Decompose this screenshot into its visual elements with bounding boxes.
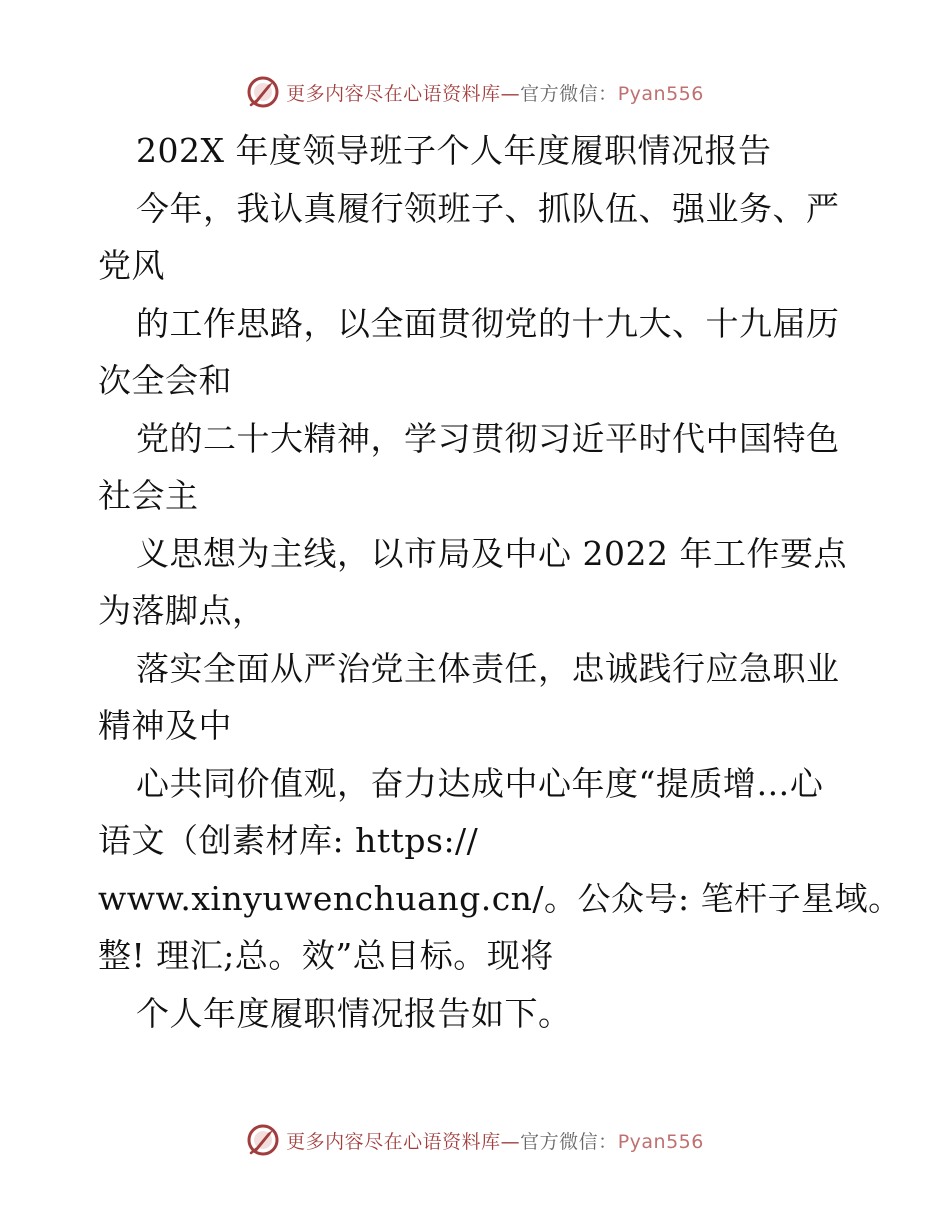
wechat-account: Pyan556 [617,82,704,105]
text-line: 心共同价值观，奋力达成中心年度“提质增…心 [136,763,824,803]
text-line: 落实全面从严治党主体责任，忠诚践行应急职业 [136,648,840,688]
text-line: 次全会和 [98,361,232,400]
text-line: 为落脚点， [98,591,266,630]
banner-main-text: 更多内容尽在心语资料库 [286,82,501,105]
banner-text [286,79,704,106]
quill-seal-icon [246,75,280,109]
wechat-account: Pyan556 [617,1130,704,1153]
footer-banner [0,1120,950,1160]
text-line: 义思想为主线，以市局及中心 2022 年工作要点 [136,533,847,573]
text-line: 今年，我认真履行领班子、抓队伍、强业务、严 [136,188,840,228]
banner-content [246,75,704,109]
text-line: www.xinyuwenchuang.cn/。公众号: 笔杆子星域。 [98,878,902,918]
banner-text [286,1127,704,1154]
banner-main-text: 更多内容尽在心语资料库 [286,1130,501,1153]
banner-content [246,1123,704,1157]
header-banner [0,72,950,112]
text-line: 整! 理汇;总。效”总目标。现将 [98,936,554,975]
banner-dash: — [500,1130,521,1153]
text-line: 的工作思路，以全面贯彻党的十九大、十九届历 [136,303,840,343]
text-line: 精神及中 [98,706,232,745]
text-line: 党风 [98,246,165,285]
text-line: 社会主 [98,476,199,515]
banner-dash: — [500,82,521,105]
document-body [98,122,902,1042]
text-line: 个人年度履职情况报告如下。 [136,993,572,1033]
text-line: 党的二十大精神，学习贯彻习近平时代中国特色 [136,418,840,458]
wechat-label: 官方微信： [520,1130,618,1153]
wechat-label: 官方微信： [520,82,618,105]
document-title: 202X 年度领导班子个人年度履职情况报告 [136,131,772,170]
quill-seal-icon [246,1123,280,1157]
text-line: 语文（创素材库: https:// [98,821,479,860]
